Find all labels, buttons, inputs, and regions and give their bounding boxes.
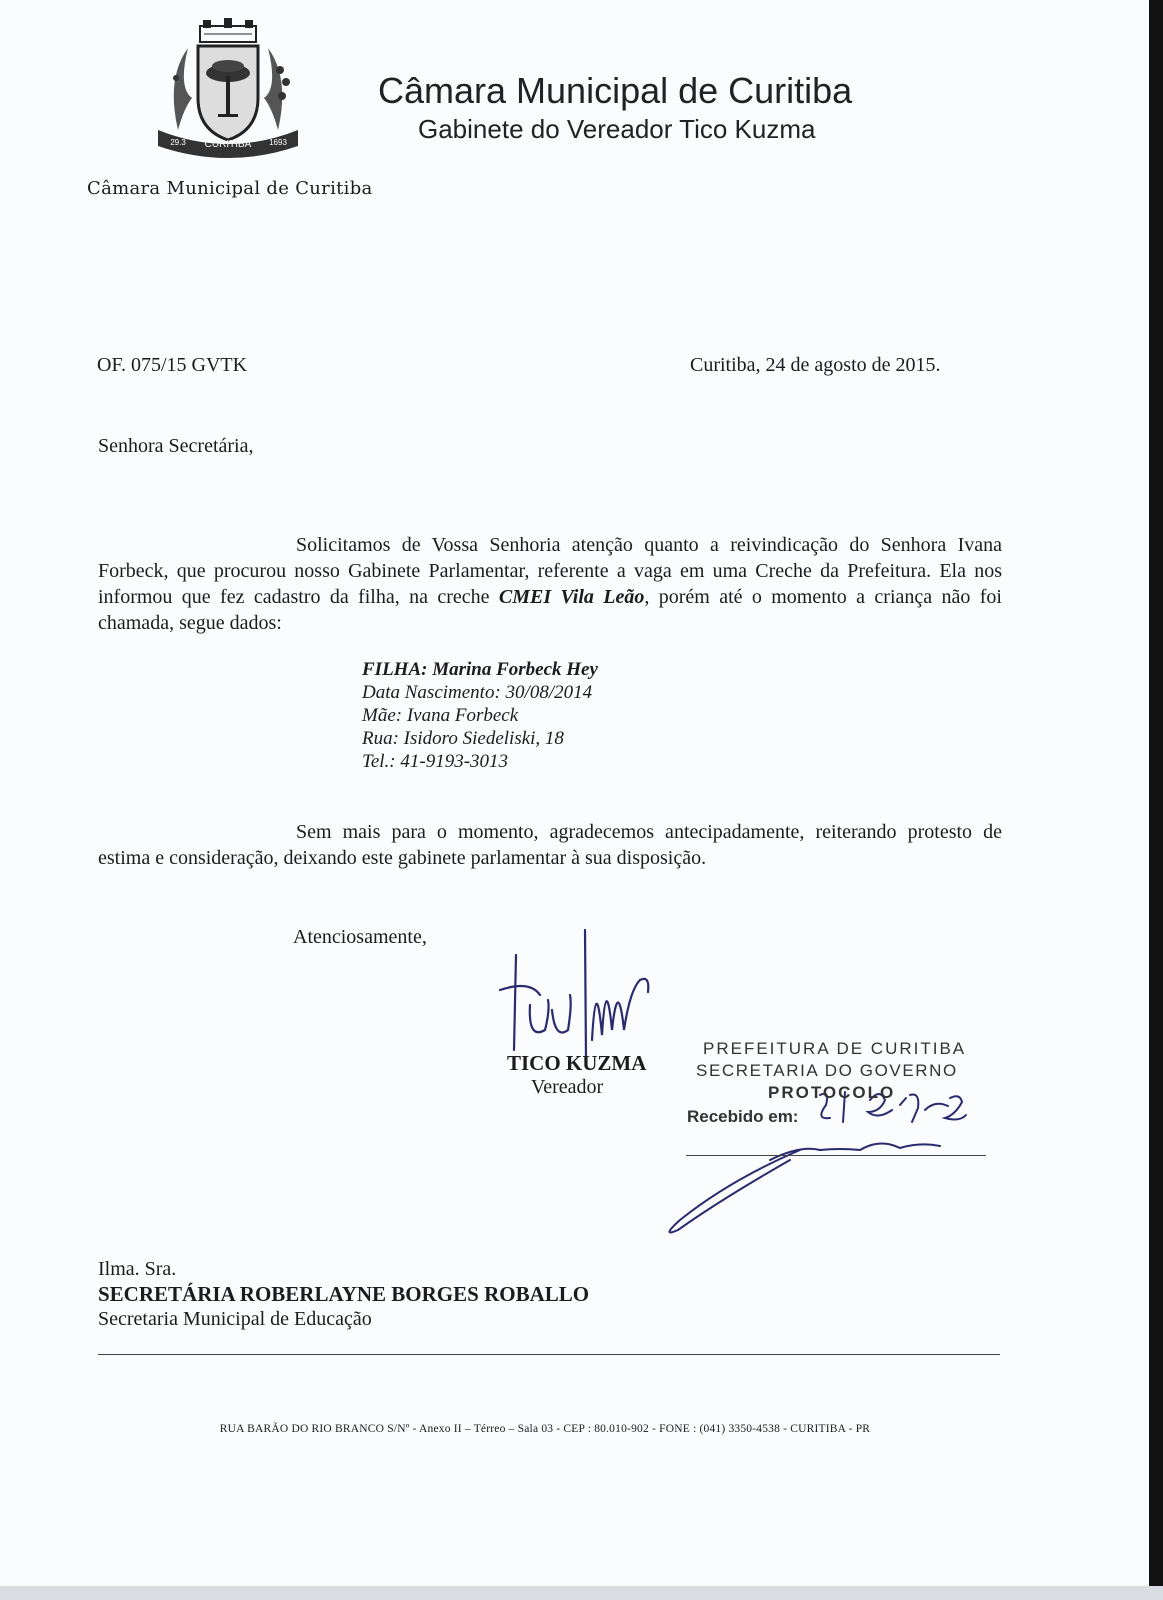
detail-mother: Mãe: Ivana Forbeck: [362, 705, 519, 726]
letterhead-title: Câmara Municipal de Curitiba: [378, 70, 853, 111]
recipient-department: Secretaria Municipal de Educação: [98, 1308, 372, 1330]
signature-mark: [500, 930, 648, 1060]
stamp-line-prefeitura: PREFEITURA DE CURITIBA: [703, 1039, 967, 1058]
body-p1-text-a: Solicitamos de Vossa Senhoria atenção quanto a reivindicação do Senhora Ivana Forbeck, que procurou nosso Gabinete Parlamentar, referente a vaga em uma Creche da Prefeitura. Ela nos informou que fez cadastro da filha, na creche: [98, 534, 1002, 608]
stamp-line-recebido: Recebido em:: [687, 1107, 799, 1126]
body-paragraph-2: Sem mais para o momento, agradecemos antecipadamente, reiterando protesto de estima e consideração, deixando este gabinete parlamentar à sua disposição.: [98, 821, 1002, 869]
detail-daughter: FILHA: Marina Forbeck Hey: [362, 659, 598, 680]
creche-name: CMEI Vila Leão: [498, 586, 645, 608]
detail-birth: Data Nascimento: 30/08/2014: [362, 682, 593, 703]
detail-phone: Tel.: 41-9193-3013: [362, 751, 509, 772]
reference-number: OF. 075/15 GVTK: [97, 354, 248, 376]
salutation: Senhora Secretária,: [98, 435, 254, 457]
crest-year-right: 1693: [269, 138, 287, 147]
signer-role: Vereador: [531, 1076, 604, 1098]
detail-street: Rua: Isidoro Siedeliski, 18: [362, 728, 564, 749]
body-p1-text-b: , porém até o momento a criança não foi chamada, segue dados:: [98, 586, 1002, 634]
stamp-line-protocolo: PROTOCOLO: [768, 1083, 896, 1102]
letter-date: Curitiba, 24 de agosto de 2015.: [690, 354, 941, 376]
crest-year-left: 29.3: [170, 138, 186, 147]
crest-ribbon-text: CURITIBA: [204, 139, 252, 150]
closing: Atenciosamente,: [293, 926, 427, 948]
recipient-honorific: Ilma. Sra.: [98, 1258, 177, 1280]
letterhead-subtitle: Gabinete do Vereador Tico Kuzma: [418, 114, 816, 144]
crest-caption: Câmara Municipal de Curitiba: [87, 178, 373, 199]
footer-divider: [98, 1354, 1000, 1355]
signer-name: TICO KUZMA: [507, 1051, 647, 1075]
stamp-line-secretaria: SECRETARIA DO GOVERNO: [696, 1061, 958, 1080]
footer-address: RUA BARÃO DO RIO BRANCO S/Nº - Anexo II – Térreo – Sala 03 - CEP : 80.010-902 - FONE : (041) 3350-4538 - CURITIBA - PR: [219, 1423, 871, 1435]
stamp-signature-line: [686, 1155, 986, 1156]
recipient-name: SECRETÁRIA ROBERLAYNE BORGES ROBALLO: [98, 1282, 590, 1306]
